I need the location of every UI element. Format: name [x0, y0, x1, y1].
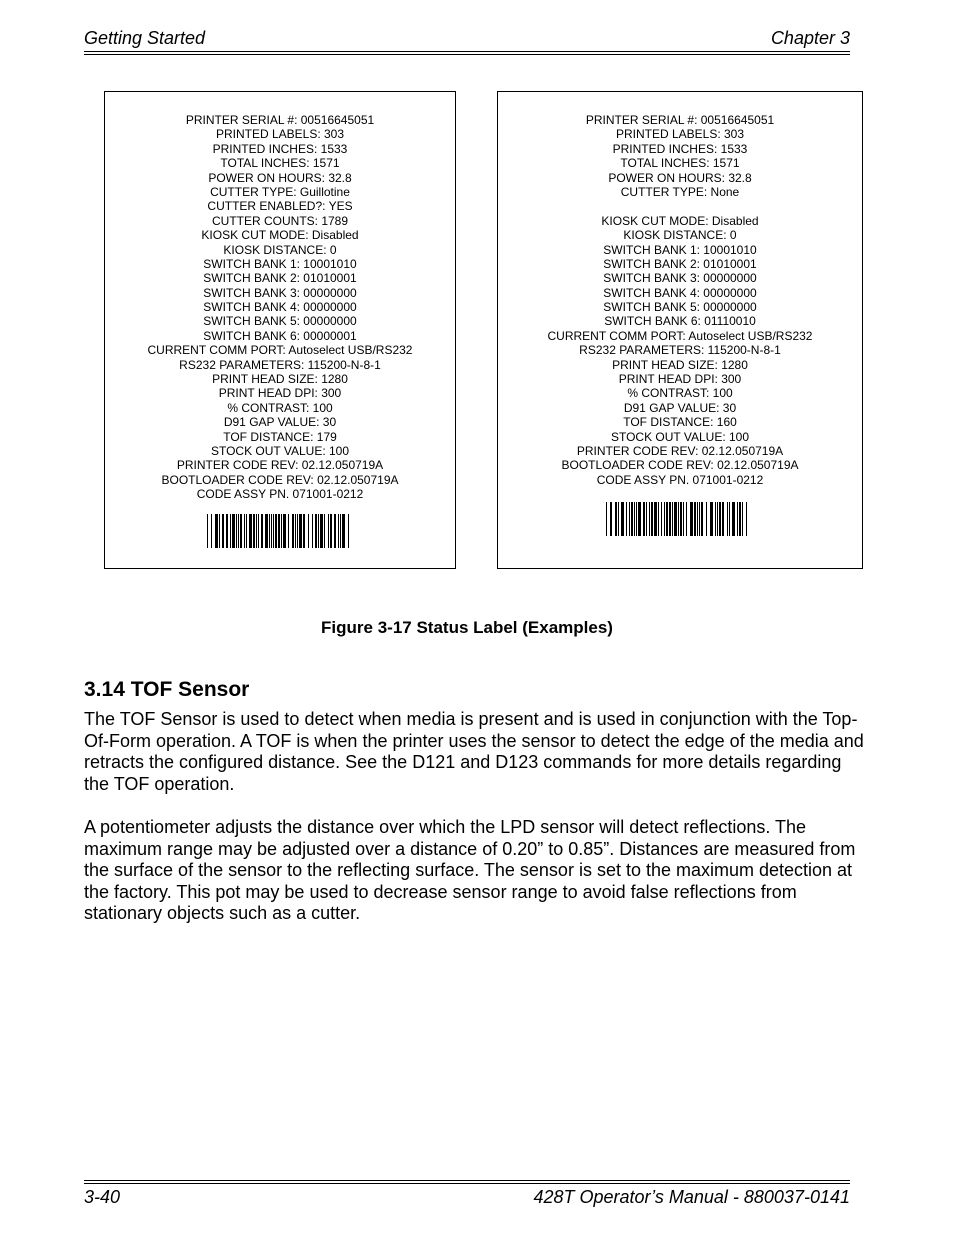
status-line: SWITCH BANK 3: 00000000 [603, 271, 757, 286]
header-rule-secondary [84, 54, 850, 55]
barcode-bar [654, 502, 657, 536]
barcode [604, 502, 754, 536]
barcode-bar [631, 502, 633, 536]
status-line: PRINT HEAD SIZE: 1280 [612, 357, 748, 372]
status-line: % CONTRAST: 100 [227, 400, 333, 415]
barcode-bar [606, 502, 607, 536]
barcode-bar [715, 502, 716, 536]
barcode-bar [288, 514, 289, 548]
status-line: CUTTER TYPE: None [620, 184, 740, 199]
barcode-bar [211, 514, 212, 548]
barcode-bar [318, 514, 319, 548]
status-line: PRINTED LABELS: 303 [615, 127, 745, 142]
barcode-bar [283, 514, 286, 548]
status-line: D91 GAP VALUE: 30 [223, 415, 337, 430]
barcode-bar [222, 514, 224, 548]
barcode-bar [219, 514, 220, 548]
barcode-bar [295, 514, 296, 548]
status-line: PRINT HEAD DPI: 300 [618, 372, 742, 387]
status-line: KIOSK CUT MODE: Disabled [601, 213, 759, 228]
barcode-bar [324, 514, 325, 548]
barcode-bar [340, 514, 341, 548]
barcode-bar [680, 502, 682, 536]
barcode-bar [348, 514, 349, 548]
status-line: PRINTER CODE REV: 02.12.050719A [576, 443, 784, 458]
status-line: CURRENT COMM PORT: Autoselect USB/RS232 [547, 328, 813, 343]
status-line: SWITCH BANK 3: 00000000 [203, 285, 357, 300]
figure-caption: Figure 3-17 Status Label (Examples) [321, 618, 613, 637]
status-line: KIOSK CUT MODE: Disabled [201, 228, 359, 243]
barcode-bar [646, 502, 647, 536]
barcode-bar [729, 502, 730, 536]
barcode-bar [271, 514, 272, 548]
barcode-bar [651, 502, 653, 536]
barcode-bar [249, 514, 252, 548]
status-line: KIOSK DISTANCE: 0 [623, 228, 737, 243]
barcode-bar [269, 514, 270, 548]
status-line: PRINT HEAD DPI: 300 [218, 386, 342, 401]
barcode-bar [643, 502, 645, 536]
status-line: CURRENT COMM PORT: Autoselect USB/RS232 [147, 343, 413, 358]
status-line: SWITCH BANK 5: 00000000 [203, 314, 357, 329]
status-line: PRINTED INCHES: 1533 [612, 141, 748, 156]
barcode-bar [320, 514, 323, 548]
barcode-bar [678, 502, 679, 536]
status-line: STOCK OUT VALUE: 100 [210, 443, 350, 458]
barcode-bar [278, 514, 280, 548]
status-line: SWITCH BANK 5: 00000000 [603, 300, 757, 315]
barcode-bar [303, 514, 305, 548]
barcode-bar [342, 514, 345, 548]
status-label-no-cutter [497, 91, 863, 569]
manual-title: 428T Operator’s Manual - 880037-0141 [533, 1187, 850, 1207]
barcode-bar [634, 502, 635, 536]
status-line: CODE ASSY PN. 071001-0212 [596, 472, 764, 487]
barcode-bar [253, 514, 255, 548]
status-line: SWITCH BANK 6: 00000001 [203, 328, 357, 343]
status-line: CODE ASSY PN. 071001-0212 [196, 487, 364, 502]
status-line: BOOTLOADER CODE REV: 02.12.050719A [561, 458, 799, 473]
status-line: RS232 PARAMETERS: 115200-N-8-1 [579, 343, 781, 358]
barcode-bar [739, 502, 741, 536]
barcode-bar [717, 502, 718, 536]
barcode-bar [674, 502, 677, 536]
status-line: % CONTRAST: 100 [627, 386, 733, 401]
status-line: SWITCH BANK 1: 10001010 [603, 242, 757, 257]
barcode-bar [258, 514, 259, 548]
barcode-bar [240, 514, 242, 548]
status-line: TOF DISTANCE: 179 [223, 429, 337, 444]
status-line: PRINT HEAD SIZE: 1280 [212, 372, 348, 387]
barcode-bar [207, 514, 208, 548]
barcode-bar [658, 502, 659, 536]
status-line: D91 GAP VALUE: 30 [623, 400, 737, 415]
status-line: PRINTER SERIAL #: 00516645051 [585, 113, 775, 127]
status-line: BOOTLOADER CODE REV: 02.12.050719A [161, 472, 399, 487]
status-line [498, 199, 862, 213]
page-number: 3-40 [84, 1187, 121, 1207]
section-heading: 3.14 TOF Sensor [84, 678, 250, 701]
barcode-bar [281, 514, 282, 548]
status-line: PRINTER SERIAL #: 00516645051 [185, 113, 375, 127]
barcode-bar [256, 514, 257, 548]
barcode-bar [328, 514, 329, 548]
paragraph-tof-description: The TOF Sensor is used to detect when media is present and is used in conjunction with the Top-Of-Form operation. A TOF is when the printer uses the sensor to detect the edge of the media and retracts the configured distance. See the D121 and D123 commands for more details regarding the TOF operation. [84, 709, 864, 794]
status-line: PRINTED INCHES: 1533 [212, 141, 348, 156]
barcode-bar [308, 514, 309, 548]
barcode-bar [330, 514, 332, 548]
barcode-bar [672, 502, 673, 536]
barcode-bar [238, 514, 239, 548]
barcode-bar [244, 514, 245, 548]
footer-rule-secondary [84, 1183, 850, 1184]
status-line: SWITCH BANK 2: 01010001 [203, 271, 357, 286]
barcode-bar [273, 514, 274, 548]
page-footer [84, 1187, 850, 1209]
status-line: SWITCH BANK 4: 00000000 [603, 285, 757, 300]
barcode-bar [683, 502, 684, 536]
barcode-bar [226, 514, 228, 548]
status-line: SWITCH BANK 6: 01110010 [604, 314, 756, 329]
barcode-bar [215, 514, 218, 548]
barcode-bar [661, 502, 662, 536]
barcode-bar [669, 502, 671, 536]
barcode-bar [737, 502, 738, 536]
barcode-bar [701, 502, 703, 536]
barcode-bar [742, 502, 743, 536]
barcode-bar [636, 502, 637, 536]
barcode-bar [686, 502, 687, 536]
barcode-bar [230, 514, 231, 548]
barcode-bar [334, 514, 336, 548]
barcode-bar [746, 502, 747, 536]
barcode-bar [732, 502, 735, 536]
barcode-bar [315, 514, 317, 548]
barcode-bar [621, 502, 624, 536]
status-line: CUTTER COUNTS: 1789 [211, 213, 349, 228]
barcode-bar [626, 502, 627, 536]
paragraph-potentiometer: A potentiometer adjusts the distance over which the LPD sensor will detect reflections. The maximum range may be adjusted over a distance of 0.20” to 0.85”. Distances are measured from the surface of the sensor to the reflecting surface. The sensor is set to the maximum detection at the factory. This pot may be used to decrease sensor range to avoid false reflections from stationary objects such as a cutter. [84, 817, 856, 923]
barcode-bar [664, 502, 665, 536]
status-line: PRINTER CODE REV: 02.12.050719A [176, 458, 384, 473]
barcode-bar [338, 514, 339, 548]
barcode-bar [292, 514, 294, 548]
header-chapter: Chapter 3 [770, 28, 850, 48]
status-line: RS232 PARAMETERS: 115200-N-8-1 [179, 357, 381, 372]
barcode-bar [722, 502, 724, 536]
barcode-bar [610, 502, 612, 536]
status-line: PRINTED LABELS: 303 [215, 127, 345, 142]
status-line: CUTTER TYPE: Guillotine [210, 184, 350, 199]
status-line: SWITCH BANK 2: 01010001 [603, 256, 757, 271]
barcode-bar [706, 502, 707, 536]
header-rule [84, 51, 850, 52]
barcode-bar [615, 502, 617, 536]
barcode-bar [727, 502, 728, 536]
barcode-bar [246, 514, 247, 548]
barcode-bar [649, 502, 650, 536]
status-line: TOTAL INCHES: 1571 [220, 156, 340, 171]
barcode-bar [232, 514, 235, 548]
barcode-bar [297, 514, 298, 548]
barcode [205, 514, 355, 548]
barcode-bar [275, 514, 277, 548]
status-label-guillotine [104, 91, 456, 569]
status-label-lines [105, 113, 455, 502]
barcode-bar [265, 514, 268, 548]
status-label-lines [498, 113, 862, 487]
barcode-bar [690, 502, 693, 536]
barcode-bar [694, 502, 696, 536]
page-header [84, 28, 850, 50]
status-line: STOCK OUT VALUE: 100 [610, 429, 750, 444]
barcode-bar [299, 514, 302, 548]
status-line: SWITCH BANK 4: 00000000 [203, 300, 357, 315]
status-line: POWER ON HOURS: 32.8 [608, 170, 752, 185]
barcode-bar [236, 514, 237, 548]
barcode-bar [699, 502, 700, 536]
barcode-bar [719, 502, 721, 536]
barcode-bar [261, 514, 263, 548]
status-line: TOTAL INCHES: 1571 [620, 156, 740, 171]
header-section-title: Getting Started [84, 28, 206, 48]
barcode-bar [666, 502, 668, 536]
barcode-bar [312, 514, 313, 548]
barcode-bar [629, 502, 630, 536]
status-line: POWER ON HOURS: 32.8 [208, 170, 352, 185]
footer-rule [84, 1180, 850, 1181]
status-line: TOF DISTANCE: 160 [623, 415, 737, 430]
barcode-bar [618, 502, 619, 536]
barcode-bar [638, 502, 641, 536]
barcode-bar [697, 502, 698, 536]
status-line: SWITCH BANK 1: 10001010 [203, 256, 357, 271]
status-line: CUTTER ENABLED?: YES [207, 199, 353, 214]
status-line: KIOSK DISTANCE: 0 [223, 242, 337, 257]
barcode-bar [710, 502, 713, 536]
